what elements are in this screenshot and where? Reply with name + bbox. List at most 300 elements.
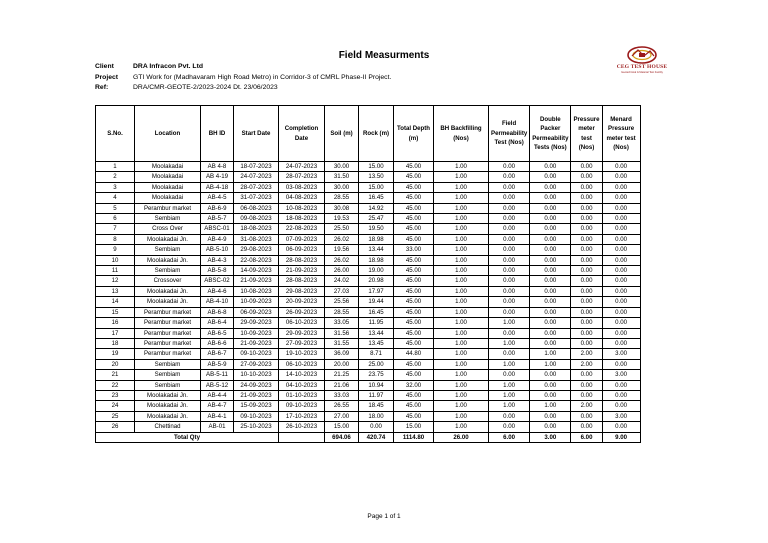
table-row [96, 411, 641, 421]
total-depth: 1114.80 [394, 432, 434, 442]
ref-label: Ref: [95, 84, 109, 91]
table-cell: AB-5-7 [201, 214, 234, 224]
table-cell: 45.00 [394, 370, 434, 380]
table-cell: AB-6-4 [201, 318, 234, 328]
table-cell: Cross Over [135, 224, 201, 234]
table-cell: 0.00 [571, 370, 602, 380]
table-cell: 1.00 [434, 297, 489, 307]
table-cell: 45.00 [394, 182, 434, 192]
table-cell: AB-4-6 [201, 286, 234, 296]
table-cell: 0.00 [602, 255, 640, 265]
table-cell: 10 [96, 255, 135, 265]
table-cell: 18 [96, 338, 135, 348]
table-cell: 21-09-2023 [234, 338, 279, 348]
table-cell: Sembiam [135, 266, 201, 276]
table-cell: AB-6-7 [201, 349, 234, 359]
table-row [96, 214, 641, 224]
table-cell: 0.00 [602, 203, 640, 213]
table-cell: 13 [96, 286, 135, 296]
table-cell: 0.00 [571, 214, 602, 224]
table-cell: 1.00 [434, 401, 489, 411]
table-cell: 19-10-2023 [279, 349, 325, 359]
table-cell: 3.00 [602, 349, 640, 359]
table-cell: 0.00 [530, 172, 571, 182]
table-cell: 1.00 [434, 224, 489, 234]
table-cell: 1.00 [434, 390, 489, 400]
total-blank [279, 432, 325, 442]
table-cell: Sembiam [135, 380, 201, 390]
table-row [96, 401, 641, 411]
table-cell: Sembiam [135, 245, 201, 255]
table-cell: 45.00 [394, 162, 434, 172]
table-cell: 07-09-2023 [279, 234, 325, 244]
table-cell: Perambur market [135, 307, 201, 317]
table-cell: 45.00 [394, 338, 434, 348]
table-cell: 0.00 [489, 286, 530, 296]
column-header: Total Depth (m) [394, 106, 434, 162]
page-footer: Page 1 of 1 [367, 513, 401, 520]
table-cell: 27-09-2023 [234, 359, 279, 369]
table-cell: 0.00 [602, 214, 640, 224]
table-cell: 0.00 [359, 422, 394, 432]
table-cell: 0.00 [571, 182, 602, 192]
total-double-packer: 3.00 [530, 432, 571, 442]
table-cell: 3.00 [602, 411, 640, 421]
table-cell: 30.08 [325, 203, 359, 213]
table-cell: 20 [96, 359, 135, 369]
table-cell: 24-09-2023 [234, 380, 279, 390]
table-cell: 0.00 [571, 193, 602, 203]
table-row [96, 318, 641, 328]
table-cell: 0.00 [602, 276, 640, 286]
table-cell: 13.50 [359, 172, 394, 182]
table-cell: 23.75 [359, 370, 394, 380]
table-cell: 0.00 [489, 307, 530, 317]
table-cell: 0.00 [602, 359, 640, 369]
table-cell: 25-10-2023 [234, 422, 279, 432]
table-cell: 8 [96, 234, 135, 244]
table-row [96, 422, 641, 432]
table-row [96, 266, 641, 276]
table-cell: ABSC-02 [201, 276, 234, 286]
table-cell: 2.00 [571, 359, 602, 369]
table-row [96, 162, 641, 172]
total-backfilling: 26.00 [434, 432, 489, 442]
table-cell: ABSC-01 [201, 224, 234, 234]
table-cell: 1.00 [434, 318, 489, 328]
table-cell: 1.00 [434, 338, 489, 348]
table-cell: 22-08-2023 [234, 255, 279, 265]
table-cell: 45.00 [394, 193, 434, 203]
table-cell: 12 [96, 276, 135, 286]
table-cell: 0.00 [602, 162, 640, 172]
table-cell: 09-10-2023 [234, 349, 279, 359]
table-row [96, 380, 641, 390]
table-cell: 18-08-2023 [279, 214, 325, 224]
column-header: Field Permeability Test (Nos) [489, 106, 530, 162]
company-logo [610, 44, 674, 78]
table-cell: 1.00 [489, 359, 530, 369]
table-cell: 0.00 [489, 255, 530, 265]
table-cell: Chettinad [135, 422, 201, 432]
table-cell: 15.00 [394, 422, 434, 432]
table-cell: 18.45 [359, 401, 394, 411]
table-cell: 0.00 [530, 411, 571, 421]
table-cell: Perambur market [135, 338, 201, 348]
table-cell: 13.44 [359, 245, 394, 255]
table-cell: 15.00 [359, 162, 394, 172]
table-cell: 45.00 [394, 266, 434, 276]
table-cell: 0.00 [602, 401, 640, 411]
column-header: BH Backfilling (Nos) [434, 106, 489, 162]
table-cell: 28-07-2023 [279, 172, 325, 182]
table-cell: 26 [96, 422, 135, 432]
table-cell: 0.00 [571, 328, 602, 338]
table-cell: 0.00 [489, 203, 530, 213]
table-cell: 06-10-2023 [279, 318, 325, 328]
table-cell: 10-08-2023 [234, 286, 279, 296]
table-cell: 21-09-2023 [234, 390, 279, 400]
table-row [96, 224, 641, 234]
table-cell: Perambur market [135, 349, 201, 359]
table-cell: 0.00 [489, 193, 530, 203]
table-cell: 29-08-2023 [279, 286, 325, 296]
table-cell: 32.00 [394, 380, 434, 390]
logo-tagline: Geotechnical & Material Test Facility [621, 71, 663, 74]
ref-row [95, 83, 391, 94]
table-cell: 0.00 [571, 297, 602, 307]
table-cell: 45.00 [394, 401, 434, 411]
table-cell: 4 [96, 193, 135, 203]
table-cell: Sembiam [135, 214, 201, 224]
table-cell: 11 [96, 266, 135, 276]
table-cell: 0.00 [489, 411, 530, 421]
column-header: Rock (m) [359, 106, 394, 162]
table-cell: 1.00 [434, 234, 489, 244]
column-header: Menard Pressure meter test (Nos) [602, 106, 640, 162]
table-cell: AB-6-8 [201, 307, 234, 317]
table-cell: 0.00 [602, 245, 640, 255]
table-cell: Moolakadai Jn. [135, 390, 201, 400]
table-cell: 29-09-2023 [279, 328, 325, 338]
table-cell: 04-08-2023 [279, 193, 325, 203]
table-row [96, 276, 641, 286]
table-cell: 1.00 [434, 276, 489, 286]
table-cell: 45.00 [394, 297, 434, 307]
table-cell: 20.98 [359, 276, 394, 286]
table-cell: 5 [96, 203, 135, 213]
table-cell: 0.00 [602, 318, 640, 328]
table-cell: 20-09-2023 [279, 297, 325, 307]
table-cell: 0.00 [571, 266, 602, 276]
table-row [96, 328, 641, 338]
table-cell: 24 [96, 401, 135, 411]
table-cell: 1.00 [434, 214, 489, 224]
table-cell: 0.00 [602, 286, 640, 296]
table-cell: 0.00 [602, 297, 640, 307]
table-cell: 15.00 [359, 182, 394, 192]
table-cell: 0.00 [571, 318, 602, 328]
table-cell: AB-5-9 [201, 359, 234, 369]
table-cell: 21.06 [325, 380, 359, 390]
table-cell: 0.00 [530, 193, 571, 203]
table-cell: AB-4-4 [201, 390, 234, 400]
table-cell: 06-09-2023 [279, 245, 325, 255]
table-cell: 25.56 [325, 297, 359, 307]
table-cell: 18.98 [359, 255, 394, 265]
table-cell: 1.00 [434, 182, 489, 192]
table-cell: 19.44 [359, 297, 394, 307]
table-cell: 28.55 [325, 307, 359, 317]
table-cell: 0.00 [571, 422, 602, 432]
table-cell: 0.00 [489, 234, 530, 244]
table-cell: 1.00 [489, 390, 530, 400]
table-cell: Moolakadai [135, 172, 201, 182]
table-cell: 0.00 [530, 380, 571, 390]
table-cell: 28-08-2023 [279, 276, 325, 286]
table-cell: 06-08-2023 [234, 203, 279, 213]
table-cell: 0.00 [489, 172, 530, 182]
table-cell: 15 [96, 307, 135, 317]
column-header: S.No. [96, 106, 135, 162]
total-menard: 9.00 [602, 432, 640, 442]
table-cell: 0.00 [489, 422, 530, 432]
table-cell: 31-07-2023 [234, 193, 279, 203]
table-cell: 0.00 [530, 338, 571, 348]
table-cell: 09-08-2023 [234, 214, 279, 224]
table-cell: 14 [96, 297, 135, 307]
table-cell: 11.95 [359, 318, 394, 328]
table-cell: 19.56 [325, 245, 359, 255]
table-cell: Moolakadai Jn. [135, 401, 201, 411]
logo-name: CEG TEST HOUSE [616, 64, 668, 70]
table-cell: 45.00 [394, 390, 434, 400]
table-cell: 06-10-2023 [279, 359, 325, 369]
table-cell: 0.00 [530, 224, 571, 234]
client-label: Client [95, 63, 114, 70]
table-cell: 16.45 [359, 193, 394, 203]
column-header: Double Packer Permeability Tests (Nos) [530, 106, 571, 162]
table-cell: 0.00 [489, 328, 530, 338]
table-cell: 0.00 [530, 214, 571, 224]
table-cell: 14.92 [359, 203, 394, 213]
table-cell: 28-07-2023 [234, 182, 279, 192]
table-cell: 1.00 [434, 422, 489, 432]
table-cell: 9 [96, 245, 135, 255]
total-soil: 694.06 [325, 432, 359, 442]
table-cell: 25.47 [359, 214, 394, 224]
table-cell: 1 [96, 162, 135, 172]
table-cell: AB-6-6 [201, 338, 234, 348]
column-header: Soil (m) [325, 106, 359, 162]
table-cell: 45.00 [394, 411, 434, 421]
table-cell: 0.00 [530, 245, 571, 255]
table-cell: AB-5-11 [201, 370, 234, 380]
table-cell: 16.45 [359, 307, 394, 317]
table-cell: 1.00 [489, 401, 530, 411]
table-cell: 0.00 [530, 307, 571, 317]
table-cell: 18-07-2023 [234, 162, 279, 172]
table-cell: 0.00 [602, 172, 640, 182]
table-cell: AB-5-10 [201, 245, 234, 255]
table-cell: AB-6-9 [201, 203, 234, 213]
table-cell: 06-09-2023 [234, 307, 279, 317]
table-header-row [96, 106, 641, 162]
table-cell: 1.00 [434, 203, 489, 213]
table-cell: 24.02 [325, 276, 359, 286]
table-cell: Moolakadai Jn. [135, 255, 201, 265]
table-cell: 0.00 [571, 307, 602, 317]
table-cell: 0.00 [571, 203, 602, 213]
table-cell: 21-09-2023 [279, 266, 325, 276]
table-cell: 17 [96, 328, 135, 338]
table-cell: 27-09-2023 [279, 338, 325, 348]
document-meta [95, 62, 391, 94]
table-cell: 45.00 [394, 224, 434, 234]
table-row [96, 359, 641, 369]
table-cell: 0.00 [571, 380, 602, 390]
table-cell: AB-01 [201, 422, 234, 432]
table-cell: 0.00 [530, 422, 571, 432]
table-cell: 1.00 [434, 286, 489, 296]
table-cell: 22-08-2023 [279, 224, 325, 234]
table-cell: 24-07-2023 [234, 172, 279, 182]
table-cell: 24-07-2023 [279, 162, 325, 172]
table-cell: 1.00 [489, 318, 530, 328]
table-cell: 3 [96, 182, 135, 192]
total-row [96, 432, 641, 442]
table-cell: 45.00 [394, 214, 434, 224]
field-measurements-table [95, 105, 641, 443]
table-cell: AB-4-18 [201, 182, 234, 192]
table-cell: 0.00 [530, 328, 571, 338]
table-cell: 31.56 [325, 328, 359, 338]
table-cell: 0.00 [602, 380, 640, 390]
table-cell: 0.00 [489, 297, 530, 307]
table-cell: 0.00 [602, 224, 640, 234]
table-cell: 1.00 [530, 401, 571, 411]
table-row [96, 234, 641, 244]
table-cell: 10-09-2023 [234, 328, 279, 338]
table-cell: 8.71 [359, 349, 394, 359]
table-cell: 2 [96, 172, 135, 182]
table-cell: AB-4-5 [201, 193, 234, 203]
table-cell: 16 [96, 318, 135, 328]
table-row [96, 390, 641, 400]
table-cell: 18.98 [359, 234, 394, 244]
table-cell: 45.00 [394, 359, 434, 369]
column-header: Location [135, 106, 201, 162]
table-cell: 0.00 [571, 234, 602, 244]
table-cell: Moolakadai Jn. [135, 411, 201, 421]
table-cell: 0.00 [489, 276, 530, 286]
table-row [96, 297, 641, 307]
table-cell: 18-08-2023 [234, 224, 279, 234]
table-cell: 09-10-2023 [234, 411, 279, 421]
table-cell: 13.44 [359, 328, 394, 338]
table-cell: 0.00 [530, 203, 571, 213]
table-cell: 45.00 [394, 328, 434, 338]
table-cell: 26.02 [325, 234, 359, 244]
table-cell: 0.00 [489, 214, 530, 224]
table-cell: 45.00 [394, 307, 434, 317]
table-cell: 0.00 [571, 286, 602, 296]
table-cell: 21-09-2023 [234, 276, 279, 286]
table-cell: 0.00 [571, 338, 602, 348]
table-cell: 3.00 [602, 370, 640, 380]
table-row [96, 370, 641, 380]
table-cell: 0.00 [530, 297, 571, 307]
ref-value: DRA/CMR-GEOTE-2/2023-2024 Dt. 23/06/2023 [133, 84, 278, 91]
table-cell: 1.00 [434, 307, 489, 317]
total-field-permeability: 6.00 [489, 432, 530, 442]
table-cell: 10.94 [359, 380, 394, 390]
table-cell: 0.00 [602, 390, 640, 400]
table-cell: 25.50 [325, 224, 359, 234]
table-cell: 21 [96, 370, 135, 380]
table-cell: 6 [96, 214, 135, 224]
table-cell: Crossover [135, 276, 201, 286]
table-cell: 0.00 [602, 234, 640, 244]
table-cell: Moolakadai [135, 193, 201, 203]
table-cell: AB 4-19 [201, 172, 234, 182]
table-cell: 01-10-2023 [279, 390, 325, 400]
table-cell: 25 [96, 411, 135, 421]
table-cell: 19.50 [359, 224, 394, 234]
table-cell: 25.00 [359, 359, 394, 369]
table-cell: 30.00 [325, 182, 359, 192]
table-cell: 11.97 [359, 390, 394, 400]
table-cell: Moolakadai [135, 162, 201, 172]
table-cell: 31.50 [325, 172, 359, 182]
client-value: DRA Infracon Pvt. Ltd [133, 63, 203, 70]
table-cell: 36.09 [325, 349, 359, 359]
table-cell: 0.00 [602, 182, 640, 192]
table-cell: AB-4-1 [201, 411, 234, 421]
table-cell: 14-09-2023 [234, 266, 279, 276]
table-cell: 0.00 [530, 182, 571, 192]
page-title: Field Measurments [338, 50, 430, 61]
table-cell: 26-10-2023 [279, 422, 325, 432]
table-cell: 26-09-2023 [279, 307, 325, 317]
table-cell: 26.00 [325, 266, 359, 276]
table-row [96, 203, 641, 213]
table-cell: 29-08-2023 [234, 245, 279, 255]
table-cell: AB-4-9 [201, 234, 234, 244]
table-cell: 0.00 [602, 338, 640, 348]
table-cell: 15-09-2023 [234, 401, 279, 411]
table-cell: 10-10-2023 [234, 370, 279, 380]
table-cell: Perambur market [135, 318, 201, 328]
table-cell: 0.00 [489, 182, 530, 192]
table-row [96, 182, 641, 192]
table-cell: Moolakadai [135, 182, 201, 192]
table-cell: 1.00 [434, 328, 489, 338]
table-cell: 0.00 [571, 390, 602, 400]
table-cell: 1.00 [530, 349, 571, 359]
table-cell: 26.02 [325, 255, 359, 265]
table-cell: 23 [96, 390, 135, 400]
table-cell: 1.00 [434, 245, 489, 255]
table-cell: 0.00 [602, 328, 640, 338]
table-cell: AB-5-8 [201, 266, 234, 276]
table-cell: 30.00 [325, 162, 359, 172]
table-cell: 1.00 [434, 172, 489, 182]
table-cell: 33.00 [394, 245, 434, 255]
table-row [96, 349, 641, 359]
table-cell: 33.03 [325, 390, 359, 400]
table-cell: 0.00 [571, 162, 602, 172]
